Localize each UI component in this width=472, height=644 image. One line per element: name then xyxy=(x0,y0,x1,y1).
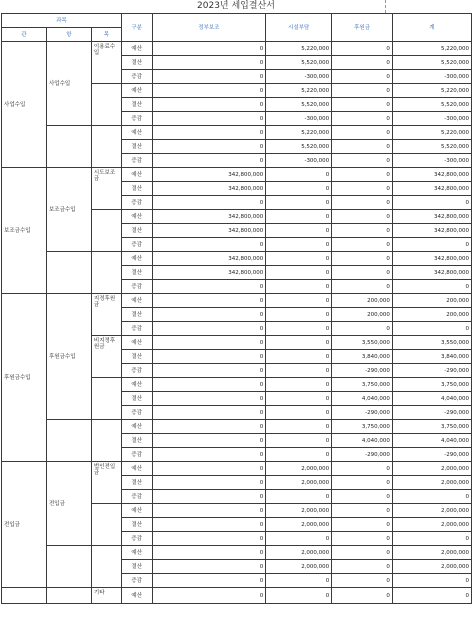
amount-cell: 5,220,000 xyxy=(392,84,471,98)
amount-cell: 0 xyxy=(332,182,393,196)
row-kind: 증감 xyxy=(121,238,152,252)
amount-cell: 0 xyxy=(332,322,393,336)
amount-cell: 0 xyxy=(266,574,332,588)
amount-cell: 0 xyxy=(152,448,266,462)
amount-cell: 0 xyxy=(332,546,393,560)
amount-cell: 0 xyxy=(266,224,332,238)
amount-cell: 342,800,000 xyxy=(152,210,266,224)
row-kind: 예산 xyxy=(121,252,152,266)
row-kind: 결산 xyxy=(121,266,152,280)
amount-cell: 3,750,000 xyxy=(392,420,471,434)
amount-cell: 0 xyxy=(266,210,332,224)
amount-cell: 0 xyxy=(152,434,266,448)
mok-label: 지정후원금 xyxy=(91,294,121,336)
gwan-blank xyxy=(2,588,47,604)
amount-cell: 4,040,000 xyxy=(392,392,471,406)
amount-cell: 3,750,000 xyxy=(332,420,393,434)
amount-cell: 342,800,000 xyxy=(392,210,471,224)
amount-cell: 0 xyxy=(266,196,332,210)
amount-cell: -290,000 xyxy=(332,448,393,462)
header-total: 계 xyxy=(392,14,471,42)
mok-blank xyxy=(91,126,121,168)
amount-cell: 2,000,000 xyxy=(266,546,332,560)
amount-cell: 0 xyxy=(152,84,266,98)
mok-blank xyxy=(91,84,121,126)
row-kind: 증감 xyxy=(121,112,152,126)
amount-cell: 5,520,000 xyxy=(392,98,471,112)
amount-cell: 0 xyxy=(332,56,393,70)
header-gubun: 구분 xyxy=(121,14,152,42)
amount-cell: 0 xyxy=(332,84,393,98)
amount-cell: 3,840,000 xyxy=(332,350,393,364)
amount-cell: 0 xyxy=(332,224,393,238)
amount-cell: -290,000 xyxy=(332,364,393,378)
amount-cell: 0 xyxy=(266,406,332,420)
amount-cell: 3,750,000 xyxy=(332,378,393,392)
amount-cell: -300,000 xyxy=(266,70,332,84)
row-kind: 예산 xyxy=(121,420,152,434)
row-kind: 결산 xyxy=(121,392,152,406)
amount-cell: 3,550,000 xyxy=(332,336,393,350)
header-donation: 후원금 xyxy=(332,14,393,42)
amount-cell: 5,220,000 xyxy=(266,42,332,56)
amount-cell: 0 xyxy=(152,378,266,392)
amount-cell: 2,000,000 xyxy=(392,518,471,532)
amount-cell: 0 xyxy=(266,182,332,196)
hang-blank xyxy=(46,420,91,462)
row-kind: 결산 xyxy=(121,56,152,70)
row-kind: 증감 xyxy=(121,406,152,420)
amount-cell: 0 xyxy=(332,462,393,476)
amount-cell: 2,000,000 xyxy=(392,462,471,476)
row-kind: 예산 xyxy=(121,294,152,308)
row-kind: 예산 xyxy=(121,588,152,604)
amount-cell: 2,000,000 xyxy=(392,504,471,518)
revenue-settlement-table xyxy=(1,13,472,604)
amount-cell: 0 xyxy=(266,532,332,546)
amount-cell: 0 xyxy=(332,588,393,604)
mok-label: 이용료수입 xyxy=(91,42,121,84)
amount-cell: 0 xyxy=(152,294,266,308)
amount-cell: 0 xyxy=(266,420,332,434)
row-kind: 증감 xyxy=(121,574,152,588)
amount-cell: 0 xyxy=(332,490,393,504)
row-kind: 예산 xyxy=(121,462,152,476)
row-kind: 예산 xyxy=(121,336,152,350)
amount-cell: 0 xyxy=(152,588,266,604)
hang-blank xyxy=(46,546,91,588)
amount-cell: 4,040,000 xyxy=(332,392,393,406)
hang-blank xyxy=(46,126,91,168)
amount-cell: 0 xyxy=(152,476,266,490)
amount-cell: -300,000 xyxy=(392,154,471,168)
amount-cell: 0 xyxy=(332,476,393,490)
amount-cell: 0 xyxy=(392,532,471,546)
amount-cell: 0 xyxy=(266,336,332,350)
amount-cell: -290,000 xyxy=(392,406,471,420)
amount-cell: 0 xyxy=(152,154,266,168)
amount-cell: 0 xyxy=(152,406,266,420)
table-row xyxy=(2,462,472,476)
amount-cell: 0 xyxy=(152,56,266,70)
amount-cell: 5,220,000 xyxy=(266,126,332,140)
amount-cell: 5,220,000 xyxy=(266,84,332,98)
amount-cell: 342,800,000 xyxy=(152,224,266,238)
header-government-subsidy: 정부보조 xyxy=(152,14,266,42)
gwan-label: 후원금수입 xyxy=(2,294,47,462)
row-kind: 증감 xyxy=(121,70,152,84)
amount-cell: 0 xyxy=(152,98,266,112)
amount-cell: 0 xyxy=(152,112,266,126)
amount-cell: 0 xyxy=(332,210,393,224)
hang-blank xyxy=(46,252,91,294)
gwan-label: 전입금 xyxy=(2,462,47,588)
mok-label: 비지정후원금 xyxy=(91,336,121,378)
row-kind: 예산 xyxy=(121,210,152,224)
mok-label: 시도보조금 xyxy=(91,168,121,210)
amount-cell: 0 xyxy=(266,588,332,604)
hang-label: 보조금수입 xyxy=(46,168,91,252)
amount-cell: 2,000,000 xyxy=(392,560,471,574)
amount-cell: 0 xyxy=(152,560,266,574)
mok-blank xyxy=(91,210,121,252)
amount-cell: 200,000 xyxy=(332,308,393,322)
amount-cell: 0 xyxy=(266,392,332,406)
amount-cell: 0 xyxy=(266,434,332,448)
row-kind: 결산 xyxy=(121,350,152,364)
amount-cell: 0 xyxy=(332,98,393,112)
hang-blank xyxy=(46,588,91,604)
amount-cell: 0 xyxy=(392,238,471,252)
amount-cell: 3,840,000 xyxy=(392,350,471,364)
amount-cell: 0 xyxy=(152,490,266,504)
amount-cell: 342,800,000 xyxy=(392,252,471,266)
table-row xyxy=(2,546,472,560)
amount-cell: 0 xyxy=(392,574,471,588)
amount-cell: 0 xyxy=(152,504,266,518)
page-title: 2023년 세입결산서 xyxy=(197,1,275,11)
amount-cell: 0 xyxy=(266,252,332,266)
amount-cell: 0 xyxy=(152,518,266,532)
row-kind: 예산 xyxy=(121,84,152,98)
amount-cell: 4,040,000 xyxy=(392,434,471,448)
row-kind: 증감 xyxy=(121,280,152,294)
amount-cell: 0 xyxy=(266,266,332,280)
table-row xyxy=(2,294,472,308)
amount-cell: 2,000,000 xyxy=(392,546,471,560)
amount-cell: 0 xyxy=(152,238,266,252)
amount-cell: -300,000 xyxy=(392,70,471,84)
amount-cell: 0 xyxy=(332,140,393,154)
table-row xyxy=(2,420,472,434)
row-kind: 증감 xyxy=(121,490,152,504)
amount-cell: 0 xyxy=(332,70,393,84)
amount-cell: 0 xyxy=(152,532,266,546)
row-kind: 예산 xyxy=(121,42,152,56)
row-kind: 결산 xyxy=(121,308,152,322)
amount-cell: 0 xyxy=(392,280,471,294)
amount-cell: 0 xyxy=(266,378,332,392)
amount-cell: 5,220,000 xyxy=(392,126,471,140)
hang-label: 사업수입 xyxy=(46,42,91,126)
amount-cell: 0 xyxy=(152,140,266,154)
amount-cell: 0 xyxy=(332,112,393,126)
amount-cell: 0 xyxy=(152,308,266,322)
amount-cell: 0 xyxy=(152,126,266,140)
amount-cell: 2,000,000 xyxy=(392,476,471,490)
mok-label: 법인전입금 xyxy=(91,462,121,504)
amount-cell: 0 xyxy=(266,168,332,182)
row-kind: 증감 xyxy=(121,196,152,210)
amount-cell: 0 xyxy=(332,280,393,294)
amount-cell: 0 xyxy=(392,490,471,504)
amount-cell: -290,000 xyxy=(392,448,471,462)
amount-cell: 0 xyxy=(152,336,266,350)
amount-cell: 0 xyxy=(266,448,332,462)
amount-cell: 5,520,000 xyxy=(266,140,332,154)
amount-cell: 342,800,000 xyxy=(392,182,471,196)
amount-cell: 0 xyxy=(152,420,266,434)
amount-cell: 342,800,000 xyxy=(392,168,471,182)
amount-cell: 0 xyxy=(332,238,393,252)
amount-cell: 0 xyxy=(332,42,393,56)
hang-label: 전입금 xyxy=(46,462,91,546)
amount-cell: 3,550,000 xyxy=(392,336,471,350)
row-kind: 결산 xyxy=(121,98,152,112)
amount-cell: 0 xyxy=(332,560,393,574)
row-kind: 증감 xyxy=(121,448,152,462)
amount-cell: 0 xyxy=(392,322,471,336)
amount-cell: 0 xyxy=(152,322,266,336)
amount-cell: 0 xyxy=(332,532,393,546)
row-kind: 결산 xyxy=(121,518,152,532)
row-kind: 예산 xyxy=(121,504,152,518)
amount-cell: 0 xyxy=(152,196,266,210)
table-row xyxy=(2,588,472,604)
table-row xyxy=(2,168,472,182)
amount-cell: 3,750,000 xyxy=(392,378,471,392)
row-kind: 증감 xyxy=(121,154,152,168)
amount-cell: 342,800,000 xyxy=(152,168,266,182)
amount-cell: 0 xyxy=(152,574,266,588)
amount-cell: 0 xyxy=(332,154,393,168)
table-row xyxy=(2,42,472,56)
amount-cell: 5,520,000 xyxy=(266,56,332,70)
mok-blank xyxy=(91,420,121,462)
row-kind: 결산 xyxy=(121,140,152,154)
amount-cell: 0 xyxy=(332,266,393,280)
amount-cell: -290,000 xyxy=(392,364,471,378)
row-kind: 예산 xyxy=(121,378,152,392)
dashed-guide xyxy=(385,0,386,13)
row-kind: 예산 xyxy=(121,126,152,140)
amount-cell: 4,040,000 xyxy=(332,434,393,448)
amount-cell: 0 xyxy=(266,308,332,322)
amount-cell: 0 xyxy=(332,518,393,532)
amount-cell: 0 xyxy=(152,70,266,84)
amount-cell: 342,800,000 xyxy=(152,266,266,280)
header-facility-burden: 시설부담 xyxy=(266,14,332,42)
amount-cell: 0 xyxy=(332,168,393,182)
row-kind: 증감 xyxy=(121,322,152,336)
amount-cell: 0 xyxy=(152,364,266,378)
amount-cell: -300,000 xyxy=(266,112,332,126)
header-gwan: 관 xyxy=(2,28,47,42)
row-kind: 결산 xyxy=(121,182,152,196)
amount-cell: 0 xyxy=(392,588,471,604)
mok-blank xyxy=(91,252,121,294)
mok-blank xyxy=(91,546,121,588)
amount-cell: 0 xyxy=(266,490,332,504)
amount-cell: 2,000,000 xyxy=(266,560,332,574)
amount-cell: 0 xyxy=(266,322,332,336)
amount-cell: -300,000 xyxy=(266,154,332,168)
row-kind: 증감 xyxy=(121,364,152,378)
amount-cell: 200,000 xyxy=(392,308,471,322)
amount-cell: 0 xyxy=(152,462,266,476)
gwan-label: 보조금수입 xyxy=(2,168,47,294)
amount-cell: 342,800,000 xyxy=(392,266,471,280)
row-kind: 예산 xyxy=(121,168,152,182)
amount-cell: 0 xyxy=(332,504,393,518)
amount-cell: 0 xyxy=(392,196,471,210)
hang-label: 후원금수입 xyxy=(46,294,91,420)
mok-blank xyxy=(91,504,121,546)
row-kind: 결산 xyxy=(121,476,152,490)
amount-cell: 0 xyxy=(152,392,266,406)
amount-cell: 0 xyxy=(152,280,266,294)
row-kind: 예산 xyxy=(121,546,152,560)
header-hang: 항 xyxy=(46,28,91,42)
mok-label: 기타 xyxy=(91,588,121,604)
amount-cell: 200,000 xyxy=(332,294,393,308)
amount-cell: 342,800,000 xyxy=(152,182,266,196)
amount-cell: 5,520,000 xyxy=(392,56,471,70)
amount-cell: 0 xyxy=(266,280,332,294)
amount-cell: 0 xyxy=(332,196,393,210)
amount-cell: 0 xyxy=(266,350,332,364)
amount-cell: 0 xyxy=(332,574,393,588)
amount-cell: 2,000,000 xyxy=(266,462,332,476)
amount-cell: -300,000 xyxy=(392,112,471,126)
amount-cell: 0 xyxy=(266,238,332,252)
mok-blank xyxy=(91,378,121,420)
row-kind: 결산 xyxy=(121,560,152,574)
amount-cell: 5,220,000 xyxy=(392,42,471,56)
amount-cell: 342,800,000 xyxy=(152,252,266,266)
row-kind: 결산 xyxy=(121,224,152,238)
amount-cell: 5,520,000 xyxy=(266,98,332,112)
amount-cell: 0 xyxy=(332,126,393,140)
amount-cell: 0 xyxy=(152,42,266,56)
table-row xyxy=(2,126,472,140)
amount-cell: 0 xyxy=(266,364,332,378)
row-kind: 증감 xyxy=(121,532,152,546)
amount-cell: 0 xyxy=(266,294,332,308)
amount-cell: 342,800,000 xyxy=(392,224,471,238)
header-mok: 목 xyxy=(91,28,121,42)
amount-cell: 2,000,000 xyxy=(266,504,332,518)
amount-cell: 2,000,000 xyxy=(266,476,332,490)
amount-cell: 0 xyxy=(152,546,266,560)
amount-cell: -290,000 xyxy=(332,406,393,420)
amount-cell: 2,000,000 xyxy=(266,518,332,532)
header-gwamok: 과목 xyxy=(2,14,122,28)
table-row xyxy=(2,252,472,266)
row-kind: 결산 xyxy=(121,434,152,448)
amount-cell: 200,000 xyxy=(392,294,471,308)
amount-cell: 5,520,000 xyxy=(392,140,471,154)
amount-cell: 0 xyxy=(152,350,266,364)
gwan-label: 사업수입 xyxy=(2,42,47,168)
amount-cell: 0 xyxy=(332,252,393,266)
